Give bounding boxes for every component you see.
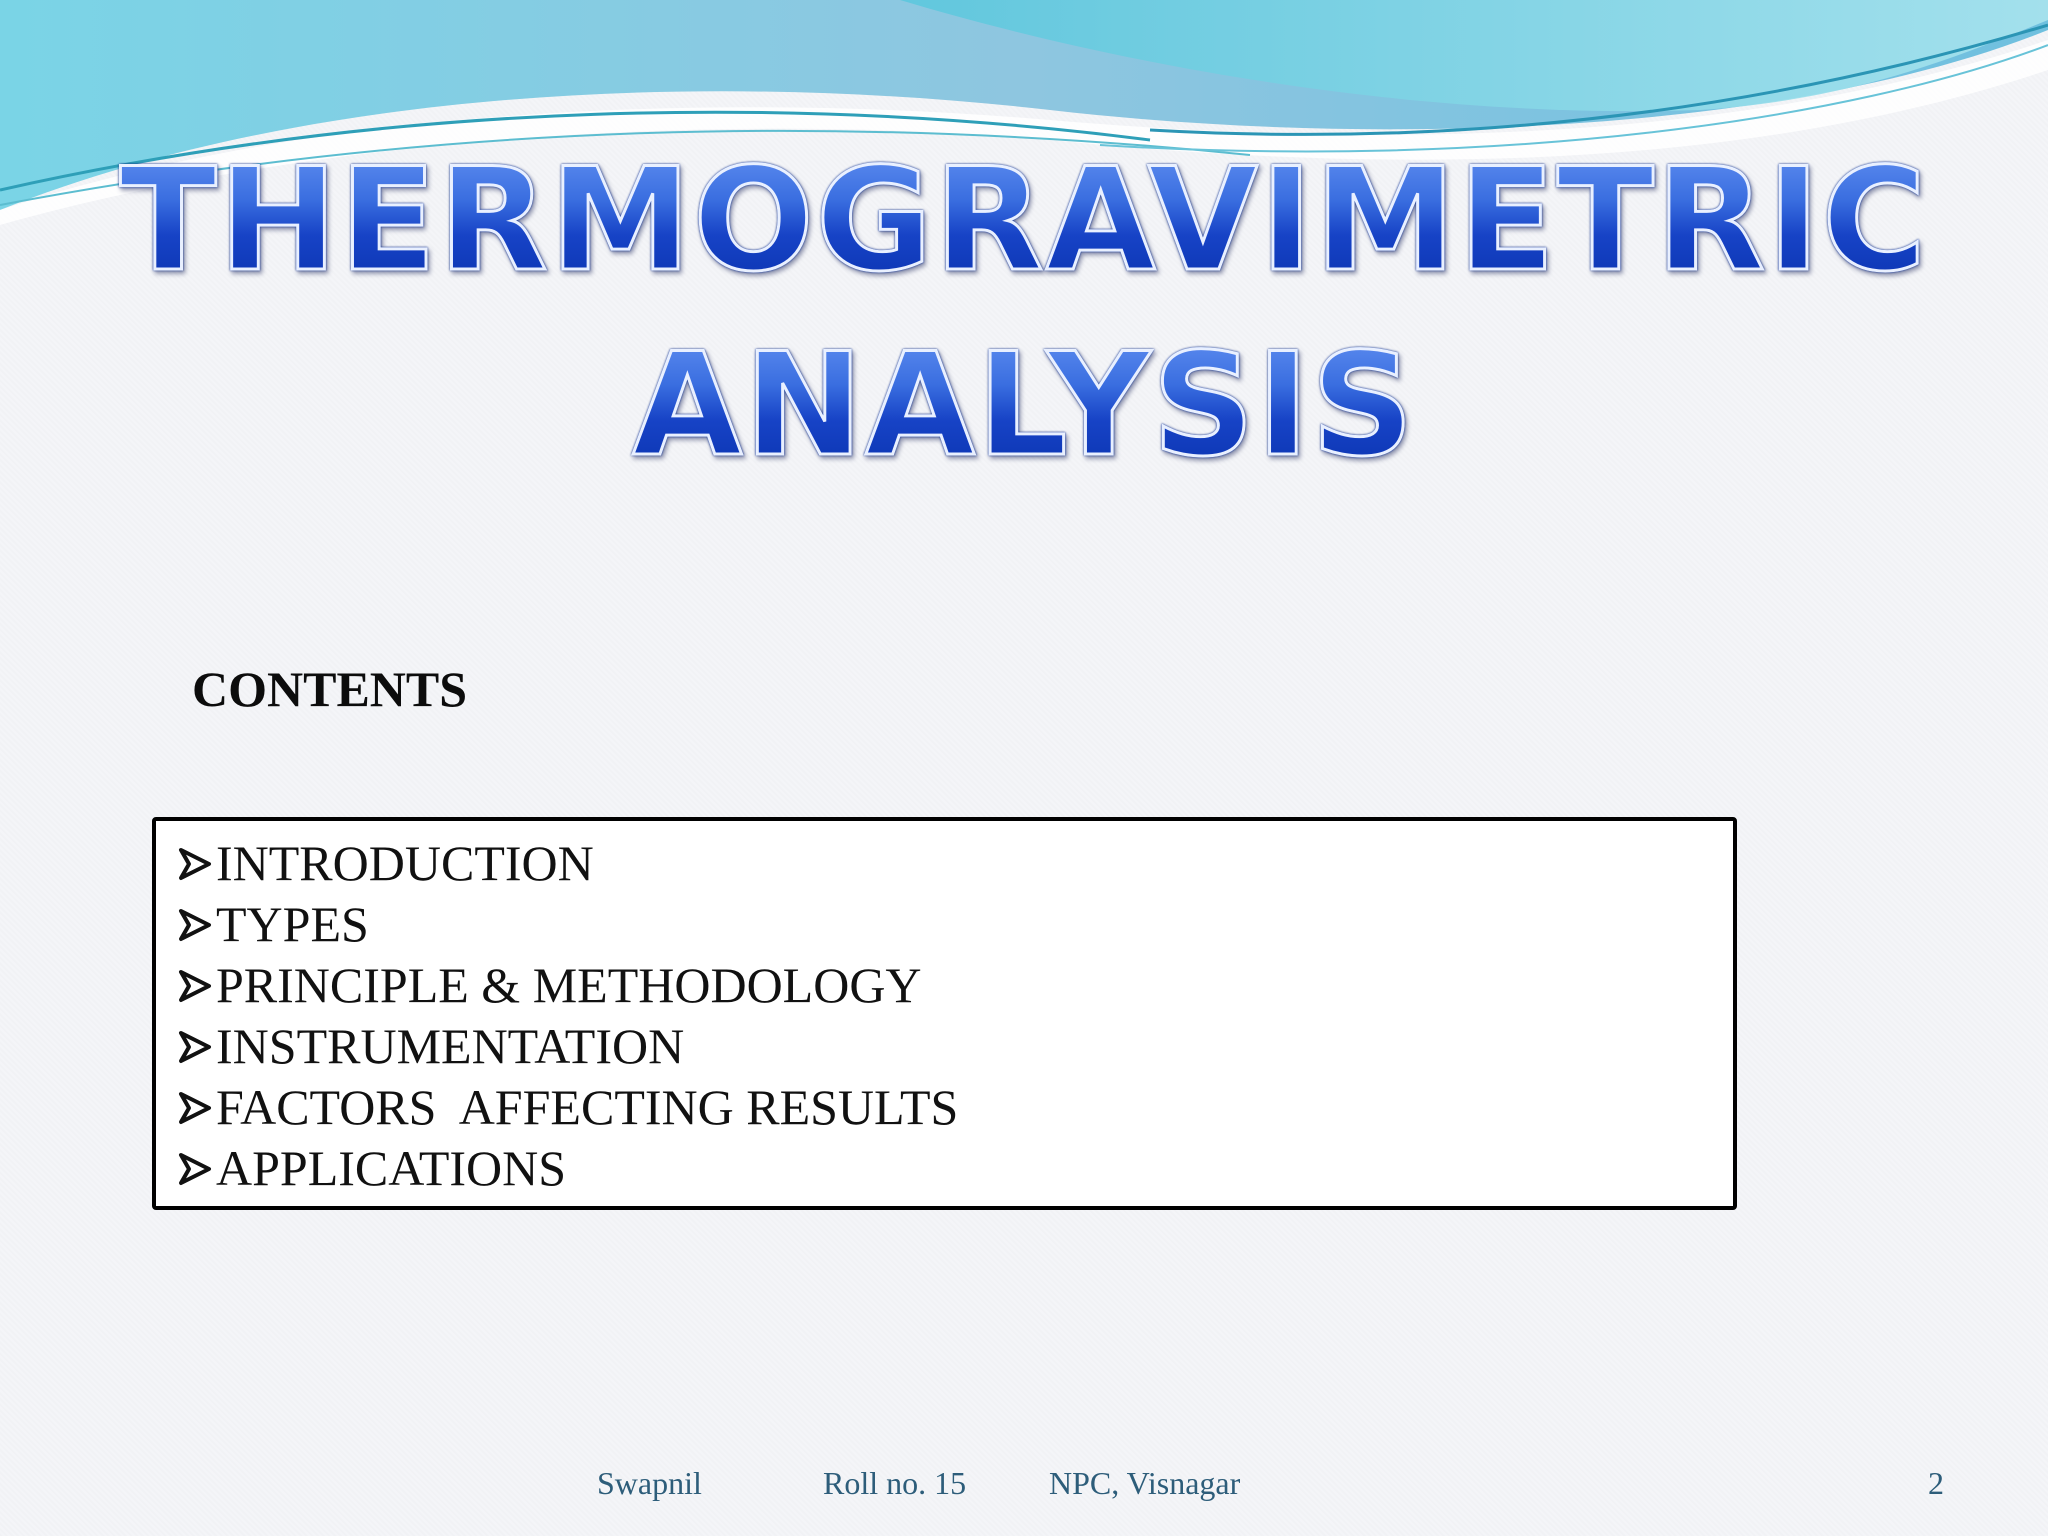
arrow-bullet-icon <box>178 1016 216 1077</box>
list-item <box>178 1138 1733 1199</box>
list-item-label: PRINCIPLE & METHODOLOGY <box>216 957 922 1013</box>
list-item-label: APPLICATIONS <box>216 1140 567 1196</box>
list-item <box>178 833 1733 894</box>
arrow-bullet-icon <box>178 833 216 894</box>
list-item-label: INTRODUCTION <box>216 835 594 891</box>
arrow-bullet-icon <box>178 1138 216 1199</box>
footer-institute: NPC, Visnagar <box>1049 1465 1241 1501</box>
list-item-label: INSTRUMENTATION <box>216 1018 685 1074</box>
contents-list <box>178 833 1733 1199</box>
list-item <box>178 955 1733 1016</box>
arrow-bullet-icon <box>178 894 216 955</box>
list-item <box>178 1077 1733 1138</box>
list-item-label: FACTORS AFFECTING RESULTS <box>216 1079 959 1135</box>
contents-box <box>152 817 1737 1210</box>
slide-title-line-1 <box>0 138 2048 303</box>
arrow-bullet-icon <box>178 1077 216 1138</box>
list-item-label: TYPES <box>216 896 369 952</box>
arrow-bullet-icon <box>178 955 216 1016</box>
footer-roll-number: Roll no. 15 <box>823 1465 967 1501</box>
list-item <box>178 894 1733 955</box>
contents-heading: CONTENTS <box>192 661 468 717</box>
footer-author: Swapnil <box>597 1465 702 1501</box>
slide-title-line-2 <box>0 323 2048 488</box>
title-text-2: ANALYSIS <box>632 323 1416 488</box>
page-number: 2 <box>1928 1465 1944 1501</box>
list-item <box>178 1016 1733 1077</box>
title-text-1: THERMOGRAVIMETRIC <box>119 138 1929 303</box>
